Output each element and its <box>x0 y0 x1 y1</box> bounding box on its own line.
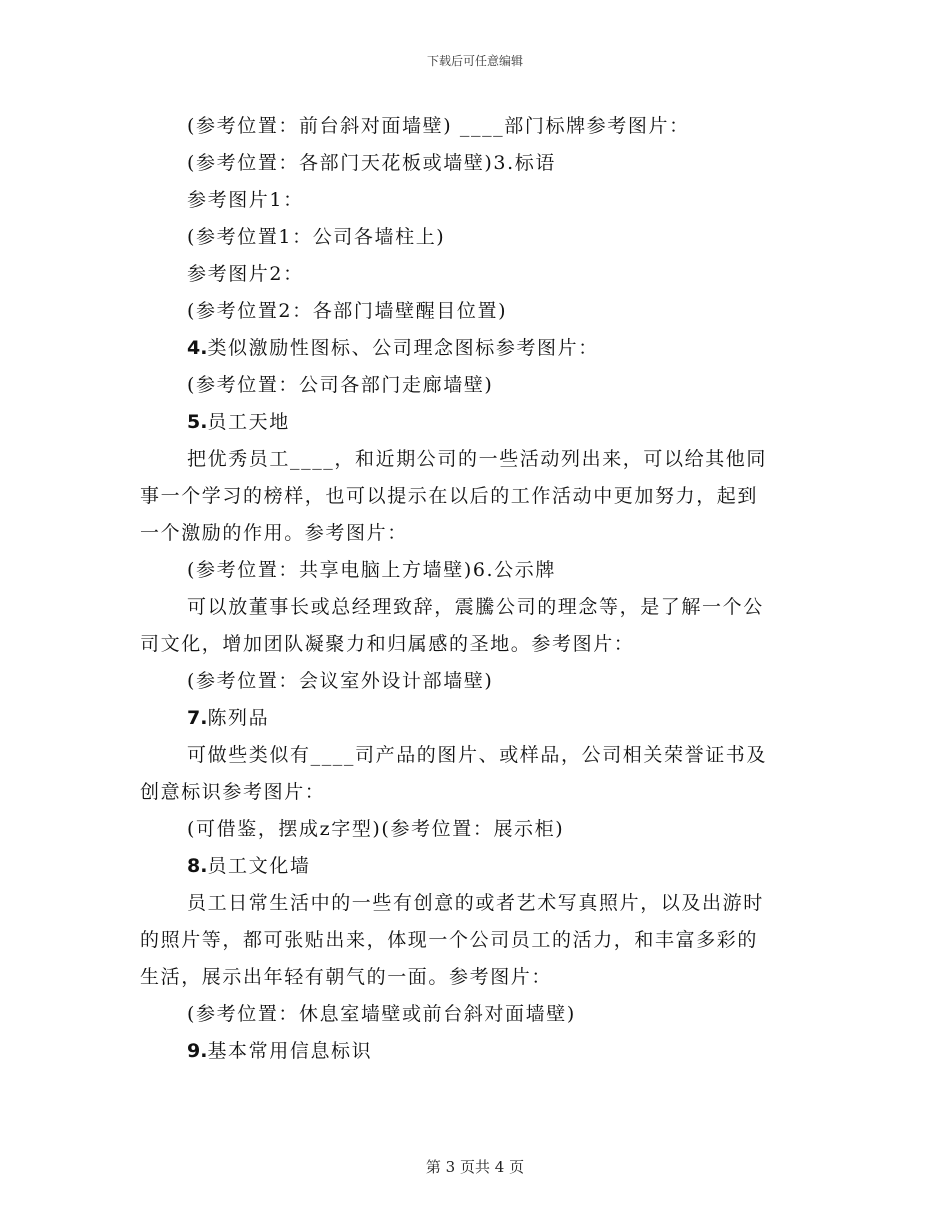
text-line: (参考位置：前台斜对面墙壁) ____部门标牌参考图片： <box>187 115 690 137</box>
section-heading: 5.员工天地 <box>187 411 290 433</box>
text-line: 生活，展示出年轻有朝气的一面。参考图片： <box>140 966 553 988</box>
text-line: 事一个学习的榜样，也可以提示在以后的工作活动中更加努力，起到 <box>140 485 759 507</box>
section-number: 7. <box>187 707 208 729</box>
text-line: (参考位置：公司各部门走廊墙壁) <box>187 374 494 396</box>
text-line: (参考位置1：公司各墙柱上) <box>187 226 446 248</box>
text-line: 创意标识参考图片： <box>140 781 326 803</box>
page-header: 下载后可任意编辑 <box>426 54 523 68</box>
text-line: (参考位置2：各部门墙壁醒目位置) <box>187 300 508 322</box>
text-line: (参考位置：会议室外设计部墙壁) <box>187 670 494 692</box>
text-line: 司文化，增加团队凝聚力和归属感的圣地。参考图片： <box>140 633 635 655</box>
text-line: (可借鉴，摆成z字型)(参考位置：展示柜) <box>187 818 565 840</box>
section-heading: 7.陈列品 <box>187 707 270 729</box>
text-line: 员工日常生活中的一些有创意的或者艺术写真照片，以及出游时 <box>187 892 764 914</box>
text-line: 参考图片2： <box>187 263 304 285</box>
section-heading: 9.基本常用信息标识 <box>187 1040 373 1062</box>
text-line: (参考位置：各部门天花板或墙壁)3.标语 <box>187 152 556 174</box>
text-line: 可以放董事长或总经理致辞，震騰公司的理念等，是了解一个公 <box>187 596 764 618</box>
text-line: 可做些类似有____司产品的图片、或样品，公司相关荣誉证书及 <box>187 744 768 766</box>
document-body <box>140 108 810 1070</box>
text-line: 的照片等，都可张贴出来，体现一个公司员工的活力，和丰富多彩的 <box>140 929 759 951</box>
section-number: 4. <box>187 337 208 359</box>
text-line: 一个激励的作用。参考图片： <box>140 522 408 544</box>
section-number: 8. <box>187 855 208 877</box>
section-number: 5. <box>187 411 208 433</box>
text-line: (参考位置：共享电脑上方墙壁)6.公示牌 <box>187 559 556 581</box>
text-line: 参考图片1： <box>187 189 304 211</box>
section-number: 9. <box>187 1040 208 1062</box>
section-heading: 4.类似激励性图标、公司理念图标参考图片： <box>187 337 599 359</box>
section-heading: 8.员工文化墙 <box>187 855 311 877</box>
page-footer: 第 3 页共 4 页 <box>425 1158 525 1176</box>
text-line: (参考位置：休息室墙壁或前台斜对面墙壁) <box>187 1003 576 1025</box>
text-line: 把优秀员工____，和近期公司的一些活动列出来，可以给其他同 <box>187 448 768 470</box>
